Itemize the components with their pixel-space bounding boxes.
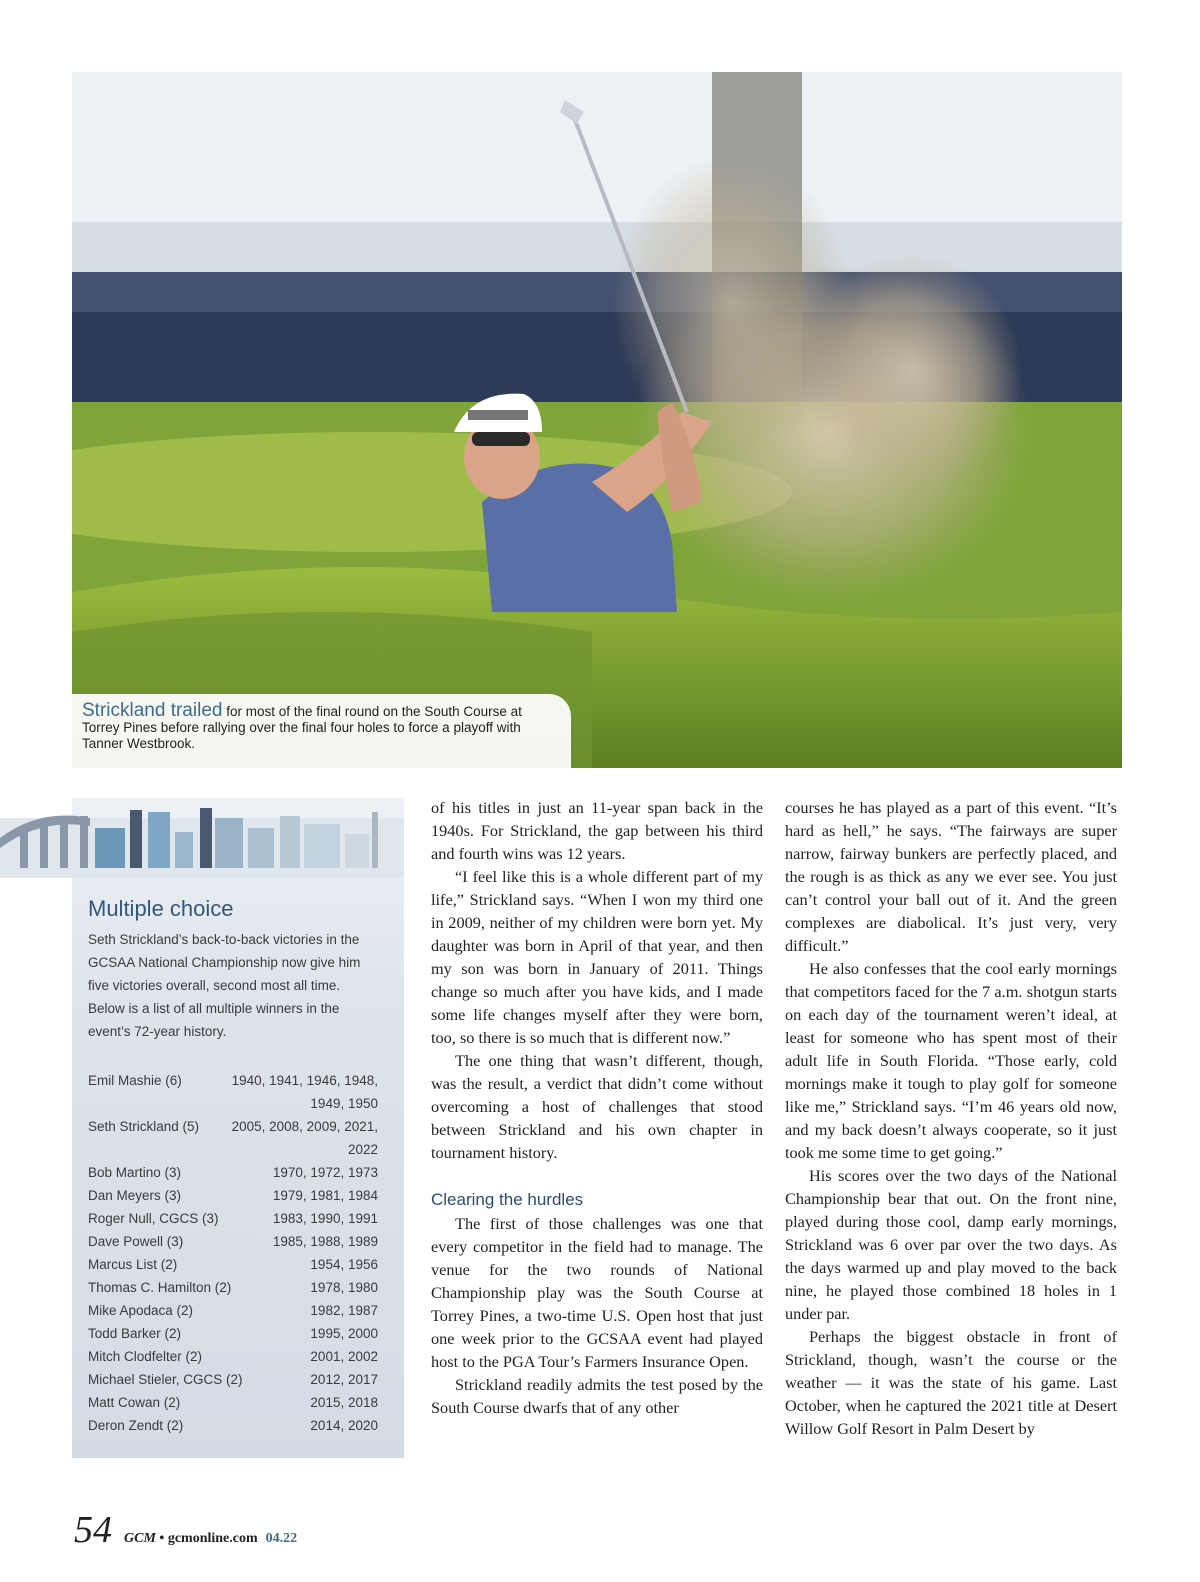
list-item (88, 1069, 378, 1115)
winner-name: Dan Meyers (3) (88, 1188, 182, 1203)
list-item (88, 1207, 378, 1230)
winner-years: 2015, 2018 (310, 1395, 378, 1410)
winner-name: Mitch Clodfelter (2) (88, 1349, 203, 1364)
body-paragraph: Perhaps the biggest obstacle in front of Strickland, though, wasn’t the course or the weather — it was the state of his game. Last October, when he captured the 2021 title at Desert Willow Golf Resort in Palm Desert by (785, 1327, 1117, 1438)
article-column-1 (431, 796, 763, 1419)
body-paragraph: of his titles in just an 11-year span back in the 1940s. For Strickland, the gap between his third and fourth wins was 12 years. (431, 798, 763, 863)
winner-name: Bob Martino (3) (88, 1165, 182, 1180)
winner-years: 2005, 2008, 2009, 2021, 2022 (231, 1119, 378, 1157)
winner-name: Mike Apodaca (2) (88, 1303, 194, 1318)
winner-years: 1970, 1972, 1973 (272, 1165, 378, 1180)
body-paragraph: The one thing that wasn’t different, though, was the result, a verdict that didn’t come without overcoming a host of challenges that stood between Strickland and his own chapter in tournament history. (431, 1051, 763, 1162)
list-item (88, 1322, 378, 1345)
body-paragraph: “I feel like this is a whole different part of my life,” Strickland says. “When I won my third one in 2009, neither of my children were born yet. My daughter was born in April of that year, and then my son was born in January of 2011. Things change so much after you have kids, and I made some life changes myself after they were born, too, so there is so much that is different now.” (431, 867, 763, 1047)
article-column-2 (785, 796, 1117, 1440)
winner-name: Emil Mashie (6) (88, 1073, 182, 1088)
website: gcmonline.com (167, 1531, 258, 1546)
winner-years: 1982, 1987 (310, 1303, 378, 1318)
golfer-photo (72, 72, 1122, 768)
winner-years: 1978, 1980 (310, 1280, 378, 1295)
winner-name: Dave Powell (3) (88, 1234, 184, 1249)
caption-lead: Strickland trailed (82, 700, 223, 721)
winner-name: Marcus List (2) (88, 1257, 178, 1272)
page-number: 54 (74, 1509, 112, 1551)
winner-years: 2001, 2002 (310, 1349, 378, 1364)
list-item (88, 1230, 378, 1253)
body-paragraph: The first of those challenges was one that every competitor in the field had to manage. The venue for the two rounds of National Championship play was the South Course at Torrey Pines, a two-time U.S. Open host that just one week prior to the GCSAA event had played host to the PGA Tour’s Farmers Insurance Open. (431, 1214, 763, 1371)
list-item (88, 1253, 378, 1276)
caption-text: for most of the final round on the South Course at Torrey Pines before rallying over the final four holes to force a playoff with Tanner Westbrook. (82, 704, 522, 751)
sidebar-title: Multiple choice (88, 896, 234, 921)
winner-years: 1983, 1990, 1991 (272, 1211, 378, 1226)
list-item (88, 1345, 378, 1368)
winner-years: 1979, 1981, 1984 (272, 1188, 378, 1203)
list-item (88, 1161, 378, 1184)
city-skyline-icon (0, 798, 404, 878)
winner-years: 2012, 2017 (310, 1372, 378, 1387)
list-item (88, 1299, 378, 1322)
winners-list (88, 1069, 378, 1437)
issue-date: 04.22 (265, 1531, 298, 1546)
footer-separator: • (155, 1531, 168, 1546)
winner-years: 2014, 2020 (310, 1418, 378, 1433)
winner-name: Matt Cowan (2) (88, 1395, 181, 1410)
list-item (88, 1368, 378, 1391)
winner-name: Roger Null, CGCS (3) (88, 1211, 219, 1226)
winner-years: 1940, 1941, 1946, 1948, 1949, 1950 (231, 1073, 378, 1111)
list-item (88, 1414, 378, 1437)
golfer-bunker-shot-photo (72, 72, 1122, 768)
winner-name: Deron Zendt (2) (88, 1418, 184, 1433)
winner-years: 1954, 1956 (310, 1257, 378, 1272)
sidebar-intro: Seth Strickland’s back-to-back victories in the GCSAA National Championship now give him five victories overall, second most all time. Below is a list of all multiple winners in the event’s 72-year history. (88, 932, 361, 1039)
body-paragraph: He also confesses that the cool early mornings that competitors faced for the 7 a.m. shotgun starts on each day of the tournament weren’t ideal, at least for someone who has spent most of their adult life in South Florida. “Those early, cold mornings make it tough to play golf for someone like me,” Strickland says. “I’m 46 years old now, and my back doesn’t always cooperate, so it just took me some time to get going.” (785, 959, 1117, 1162)
body-paragraph: courses he has played as a part of this event. “It’s hard as hell,” he says. “The fairways are super narrow, fairway bunkers are perfectly placed, and the rough is as thick as any we ever see. You just can’t control your ball out of it. And the green complexes are diabolical. It’s just very, very difficult.” (785, 798, 1117, 955)
winner-years: 1995, 2000 (310, 1326, 378, 1341)
publication-info (124, 1531, 258, 1547)
body-paragraph: His scores over the two days of the National Championship bear that out. On the front nine, played during those cool, damp early mornings, Strickland was 6 over par over the two days. As the days warmed up and play moved to the back nine, he played those combined 18 holes in 1 under par. (785, 1166, 1117, 1323)
list-item (88, 1184, 378, 1207)
publication-name: GCM (124, 1531, 156, 1546)
multiple-choice-sidebar (72, 798, 404, 1458)
body-paragraph: Strickland readily admits the test posed by the South Course dwarfs that of any other (431, 1375, 763, 1417)
list-item (88, 1276, 378, 1299)
winner-name: Michael Stieler, CGCS (2) (88, 1372, 243, 1387)
winner-name: Thomas C. Hamilton (2) (88, 1280, 232, 1295)
winner-years: 1985, 1988, 1989 (272, 1234, 378, 1249)
winner-name: Todd Barker (2) (88, 1326, 182, 1341)
list-item (88, 1115, 378, 1161)
photo-caption (72, 694, 571, 768)
winner-name: Seth Strickland (5) (88, 1119, 200, 1134)
page-footer (74, 1508, 297, 1552)
subheading: Clearing the hurdles (431, 1190, 584, 1209)
list-item (88, 1391, 378, 1414)
